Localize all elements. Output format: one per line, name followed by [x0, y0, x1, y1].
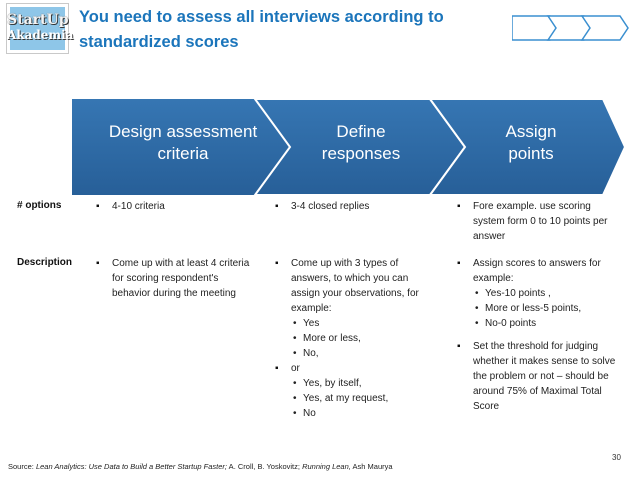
col2-sub-item: • Yes, at my request, — [275, 391, 435, 406]
page-number: 30 — [612, 453, 621, 462]
options-col1: ▪ 4-10 criteria — [96, 199, 256, 214]
col2-sub-item: • Yes, by itself, — [275, 376, 435, 391]
col2-sub-item: • No, — [275, 346, 435, 361]
options-col2: ▪ 3-4 closed replies — [275, 199, 435, 214]
col2-sub-item: • Yes — [275, 316, 435, 331]
description-col1: ▪ Come up with at least 4 criteria for scoring respondent's behavior during the meeting — [96, 256, 251, 301]
col3-sub-item: • More or less-5 points, — [457, 301, 617, 316]
step-3-label: Assign points — [505, 122, 557, 163]
row-label-description: Description — [17, 257, 73, 268]
col3-sub-item: • Yes-10 points , — [457, 286, 617, 301]
row-label-options: # options — [17, 200, 62, 211]
col2-main-bullet: ▪ Come up with 3 types of answers, to which you can assign your observations, for example: — [275, 256, 435, 316]
step-1-label: Design assessment criteria — [108, 122, 258, 163]
description-col2 — [275, 256, 435, 421]
slide-title: You need to assess all interviews according to standardized scores — [79, 8, 444, 51]
source-book-1: Lean Analytics: Use Data to Build a Better Startup Faster; — [35, 462, 228, 471]
source-book-2: Running Lean, — [302, 462, 351, 471]
logo-line2: Akademia — [7, 28, 74, 42]
col3-main-bullet: ▪ Assign scores to answers for example: — [457, 256, 617, 286]
col2-sub-item: • More or less, — [275, 331, 435, 346]
col3-second-bullet: ▪ Set the threshold for judging whether it makes sense to solve the problem or not – should be around 75% of Maximal Total Score — [457, 339, 617, 414]
logo-line1: StartUp — [7, 12, 69, 28]
options-col3: ▪ Fore example. use scoring system form 0 to 10 points per answer — [457, 199, 612, 244]
description-col3 — [457, 256, 617, 414]
source-citation: Source: Lean Analytics: Use Data to Build a Better Startup Faster; A. Croll, B. Yoskovitz; Running Lean, Ash Maurya — [8, 462, 393, 471]
process-chevrons — [0, 0, 638, 200]
col2-or-bullet: ▪ or — [275, 361, 435, 376]
step-2-label: Define responses — [321, 122, 401, 163]
col2-sub-item: • No — [275, 406, 435, 421]
col3-sub-item: • No-0 points — [457, 316, 617, 331]
